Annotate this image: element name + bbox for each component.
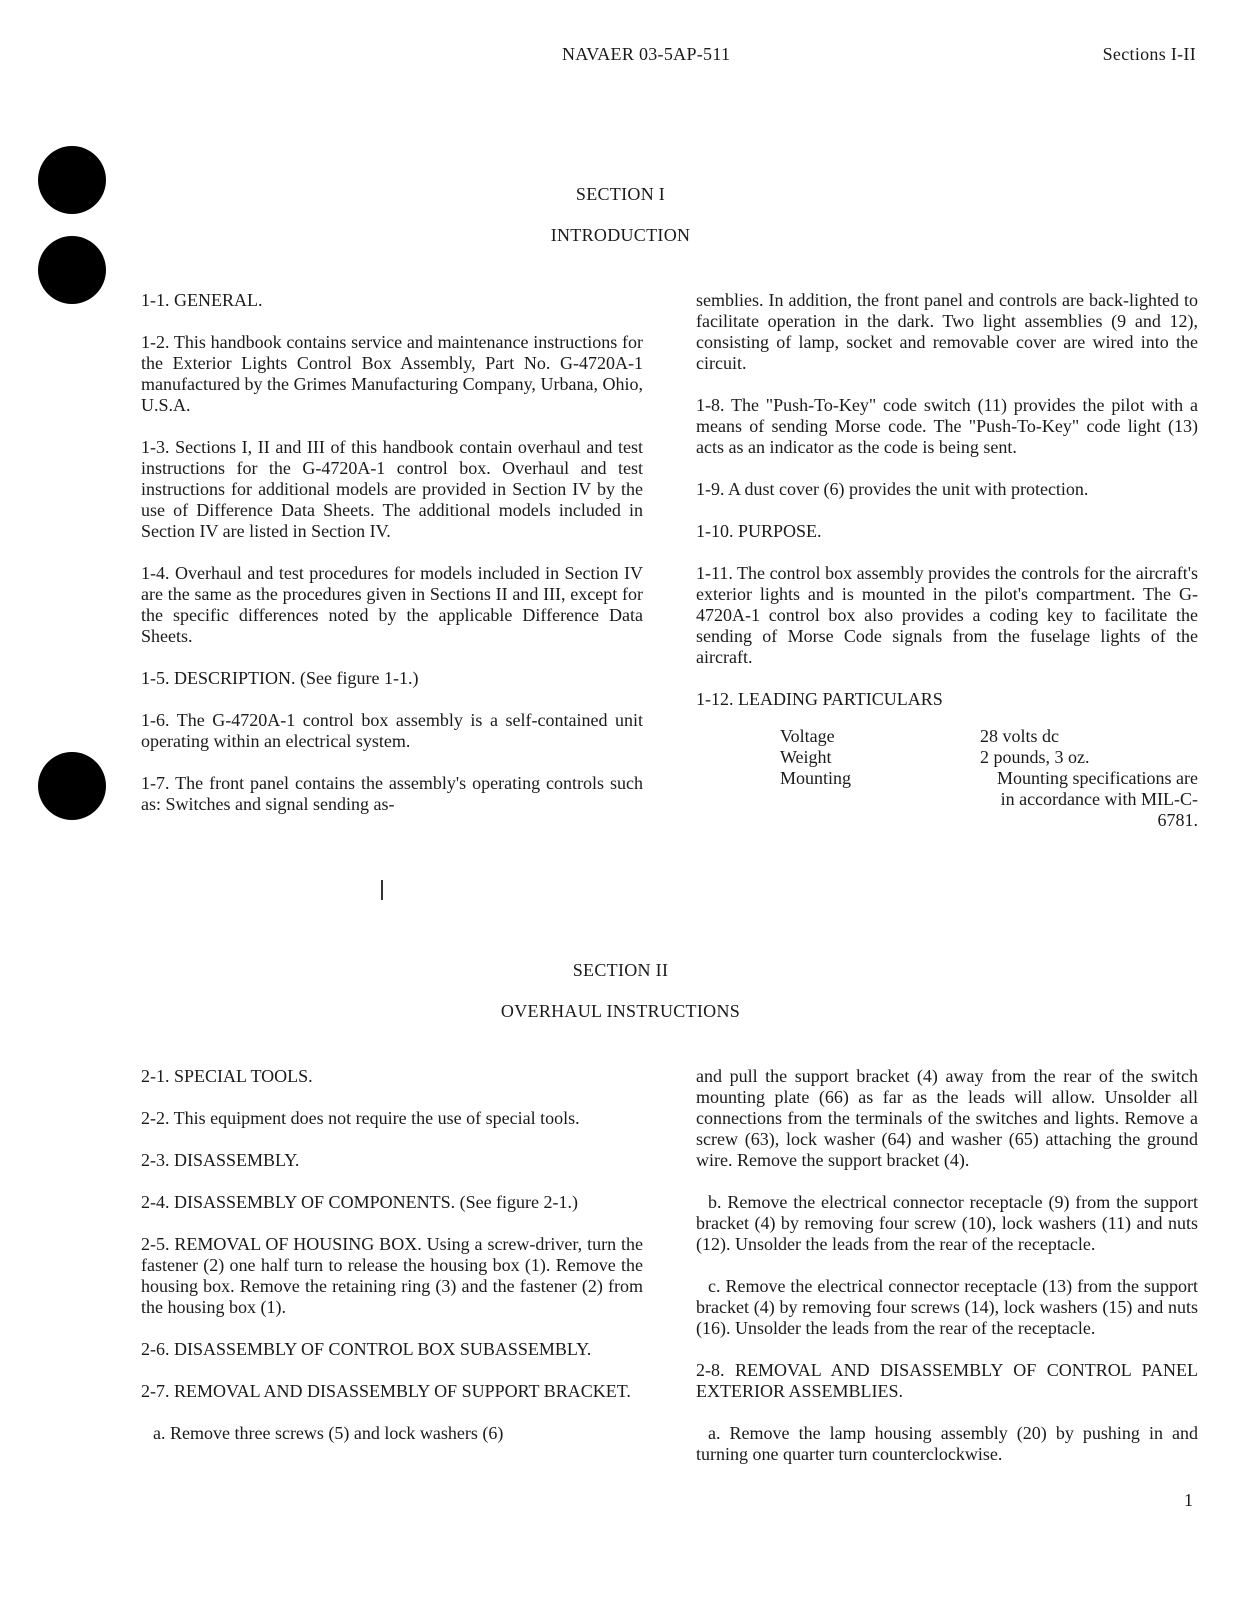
leading-particulars-table xyxy=(780,726,1198,831)
section-2-title: OVERHAUL INSTRUCTIONS xyxy=(500,1001,741,1021)
paragraph: c. Remove the electrical connector receptacle (13) from the support bracket (4) by removing four screws (14), lock washers (15) and nuts (16). Unsolder the leads from the rear of the receptacle. xyxy=(696,1276,1198,1338)
paragraph: b. Remove the electrical connector receptacle (9) from the support bracket (4) by removing four screw (10), lock washers (11) and nuts (12). Unsolder the leads from the rear of the receptacle. xyxy=(696,1192,1198,1254)
spec-value: 2 pounds, 3 oz. xyxy=(980,747,1090,767)
spec-label: Weight xyxy=(780,747,832,767)
paragraph: 1-1. GENERAL. xyxy=(141,290,263,310)
section-2-right-column xyxy=(696,1066,1198,1486)
stray-mark xyxy=(381,880,383,900)
page-number: 1 xyxy=(1184,1490,1193,1510)
section-1-heading: SECTION I xyxy=(575,184,666,204)
paragraph: 2-6. DISASSEMBLY OF CONTROL BOX SUBASSEMBLY. xyxy=(141,1339,592,1359)
spec-value: Mounting specifications are in accordance with MIL-C-6781. xyxy=(997,768,1198,830)
paragraph: 1-10. PURPOSE. xyxy=(696,521,822,541)
section-1-left-column xyxy=(141,290,643,836)
spec-value: 28 volts dc xyxy=(980,726,1059,746)
paragraph: 2-4. DISASSEMBLY OF COMPONENTS. (See figure 2-1.) xyxy=(141,1192,579,1212)
page-header-right: Sections I-II xyxy=(1102,44,1196,64)
paragraph: 1-5. DESCRIPTION. (See figure 1-1.) xyxy=(141,668,419,688)
paragraph: 1-4. Overhaul and test procedures for models included in Section IV are the same as the procedures given in Sections II and III, except for the specific differences noted by the applicable Difference Data Sheets. xyxy=(141,563,643,646)
paragraph: 1-11. The control box assembly provides the controls for the aircraft's exterior lights and is mounted in the pilot's compartment. The G-4720A-1 control box also provides a coding key to facilitate the sending of Morse Code signals from the fuselage lights of the aircraft. xyxy=(696,563,1198,667)
binder-hole-middle xyxy=(38,236,106,304)
paragraph: 1-9. A dust cover (6) provides the unit with protection. xyxy=(696,479,1089,499)
paragraph: 2-7. REMOVAL AND DISASSEMBLY OF SUPPORT BRACKET. xyxy=(141,1381,631,1401)
spec-label: Mounting xyxy=(780,768,852,788)
binder-hole-bottom xyxy=(38,752,106,820)
paragraph: 1-6. The G-4720A-1 control box assembly is a self-contained unit operating within an electrical system. xyxy=(141,710,643,751)
page-header-left: NAVAER 03-5AP-511 xyxy=(562,44,731,64)
paragraph: 1-12. LEADING PARTICULARS xyxy=(696,689,943,709)
section-1-title: INTRODUCTION xyxy=(550,225,691,245)
section-2-left-column xyxy=(141,1066,643,1465)
paragraph: a. Remove the lamp housing assembly (20) by pushing in and turning one quarter turn counterclockwise. xyxy=(696,1423,1198,1464)
paragraph: 1-2. This handbook contains service and maintenance instructions for the Exterior Lights Control Box Assembly, Part No. G-4720A-1 manufactured by the Grimes Manufacturing Company, Urbana, Ohio, U.S.A. xyxy=(141,332,643,415)
paragraph: 2-2. This equipment does not require the use of special tools. xyxy=(141,1108,580,1128)
section-1-right-column xyxy=(696,290,1198,831)
paragraph: semblies. In addition, the front panel and controls are back-lighted to facilitate operation in the dark. Two light assemblies (9 and 12), consisting of lamp, socket and removable cover are wired into the circuit. xyxy=(696,290,1198,373)
paragraph: 1-7. The front panel contains the assembly's operating controls such as: Switches and signal sending as- xyxy=(141,773,643,814)
paragraph: 2-8. REMOVAL AND DISASSEMBLY OF CONTROL PANEL EXTERIOR ASSEMBLIES. xyxy=(696,1360,1198,1401)
paragraph: and pull the support bracket (4) away from the rear of the switch mounting plate (66) as far as the leads will allow. Unsolder all connections from the terminals of the switches and lights. Remove a screw (63), lock washer (64) and washer (65) attaching the ground wire. Remove the support bracket (4). xyxy=(696,1066,1198,1170)
paragraph: a. Remove three screws (5) and lock washers (6) xyxy=(153,1423,504,1443)
spec-label: Voltage xyxy=(780,726,835,746)
paragraph: 1-8. The "Push-To-Key" code switch (11) provides the pilot with a means of sending Morse code. The "Push-To-Key" code light (13) acts as an indicator as the code is being sent. xyxy=(696,395,1198,457)
paragraph: 2-5. REMOVAL OF HOUSING BOX. Using a screw-driver, turn the fastener (2) one half turn to release the housing box (1). Remove the housing box. Remove the retaining ring (3) and the fastener (2) from the housing box (1). xyxy=(141,1234,643,1317)
paragraph: 1-3. Sections I, II and III of this handbook contain overhaul and test instructions for the G-4720A-1 control box. Overhaul and test instructions for additional models are provided in Section IV by the use of Difference Data Sheets. The additional models included in Section IV are listed in Section IV. xyxy=(141,437,643,541)
paragraph: 2-1. SPECIAL TOOLS. xyxy=(141,1066,313,1086)
paragraph: 2-3. DISASSEMBLY. xyxy=(141,1150,300,1170)
section-2-heading: SECTION II xyxy=(572,960,669,980)
